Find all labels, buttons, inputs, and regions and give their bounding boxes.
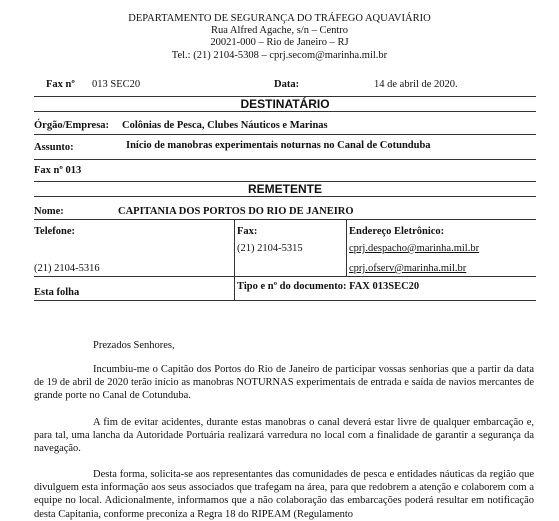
org-label: Órgão/Empresa: [34,120,110,131]
divider [34,300,536,301]
subject-value: Início de manobras experimentais noturnas no Canal de Cotunduba [126,140,431,151]
column-divider [234,219,235,300]
fax-label: Fax: [237,226,258,237]
paragraph-1: Incumbiu-me o Capitão dos Portos do Rio de Janeiro de participar vossas senhorias que a partir da data de 19 de abril de 2020 terão início as manobras NOTURNAS experimentais de entrada e saída de navios mercantes de grande porte no Canal de Cotunduba. [34,364,534,402]
email-link-ofserv[interactable]: cprj.ofserv@marinha.mil.br [349,263,467,274]
address-street: Rua Alfred Agache, s/n – Centro [210,25,349,36]
fax-number-label: Fax nº [46,79,75,90]
date-value: 14 de abril de 2020. [374,79,458,90]
divider [234,276,536,277]
document-type: Tipo e nº do documento: FAX 013SEC20 [237,281,420,292]
date-label: Data: [274,79,300,90]
contact-line: Tel.: (21) 2104-5308 – cprj.secom@marinha.mil.br [171,50,388,61]
email-link-despacho[interactable]: cprj.despacho@marinha.mil.br [349,243,480,254]
fax-number-value: 013 SEC20 [92,79,141,90]
this-sheet-label: Esta folha [34,287,80,298]
greeting: Prezados Senhores, [93,340,175,351]
paragraph-2: A fim de evitar acidentes, durante estas manobras o canal deverá estar livre de qualquer embarcação e, para tal, uma lancha da Autoridade Portuária realizará varredura no local com a finalidade de garantir a segurança da navegação. [34,417,534,455]
email-label: Endereço Eletrônico: [349,226,445,237]
fax-value: (21) 2104-5315 [237,243,303,254]
remetente-header: REMETENTE [34,181,536,197]
phone-label: Telefone: [34,226,76,237]
column-divider [346,219,347,276]
destinatario-fax-number: Fax nº 013 [34,165,82,176]
department-name: DEPARTAMENTO DE SEGURANÇA DO TRÁFEGO AQUAVIÁRIO [128,13,431,24]
destinatario-header: DESTINATÁRIO [34,96,536,112]
name-label: Nome: [34,206,64,217]
address-city: 20021-000 – Rio de Janeiro – RJ [210,37,349,48]
name-value: CAPITANIA DOS PORTOS DO RIO DE JANEIRO [118,206,354,217]
divider [34,219,536,220]
paragraph-3: Desta forma, solicita-se aos representantes das comunidades de pesca e entidades náuticas da região que divulguem esta informação aos seus associados que trafegam na área, para que redobrem a atenção e colaborem com a equipe no local. Adicionalmente, informamos que a não colaboração das embarcações poderá resultar em notificação desta Capitania, conforme preconiza a Regra 18 do RIPEAM (Regulamento [34,469,534,520]
org-value: Colônias de Pesca, Clubes Náuticos e Marinas [122,120,328,131]
divider [34,159,536,160]
divider [34,134,536,135]
subject-label: Assunto: [34,142,74,153]
divider [34,276,234,277]
phone-value: (21) 2104-5316 [34,263,100,274]
